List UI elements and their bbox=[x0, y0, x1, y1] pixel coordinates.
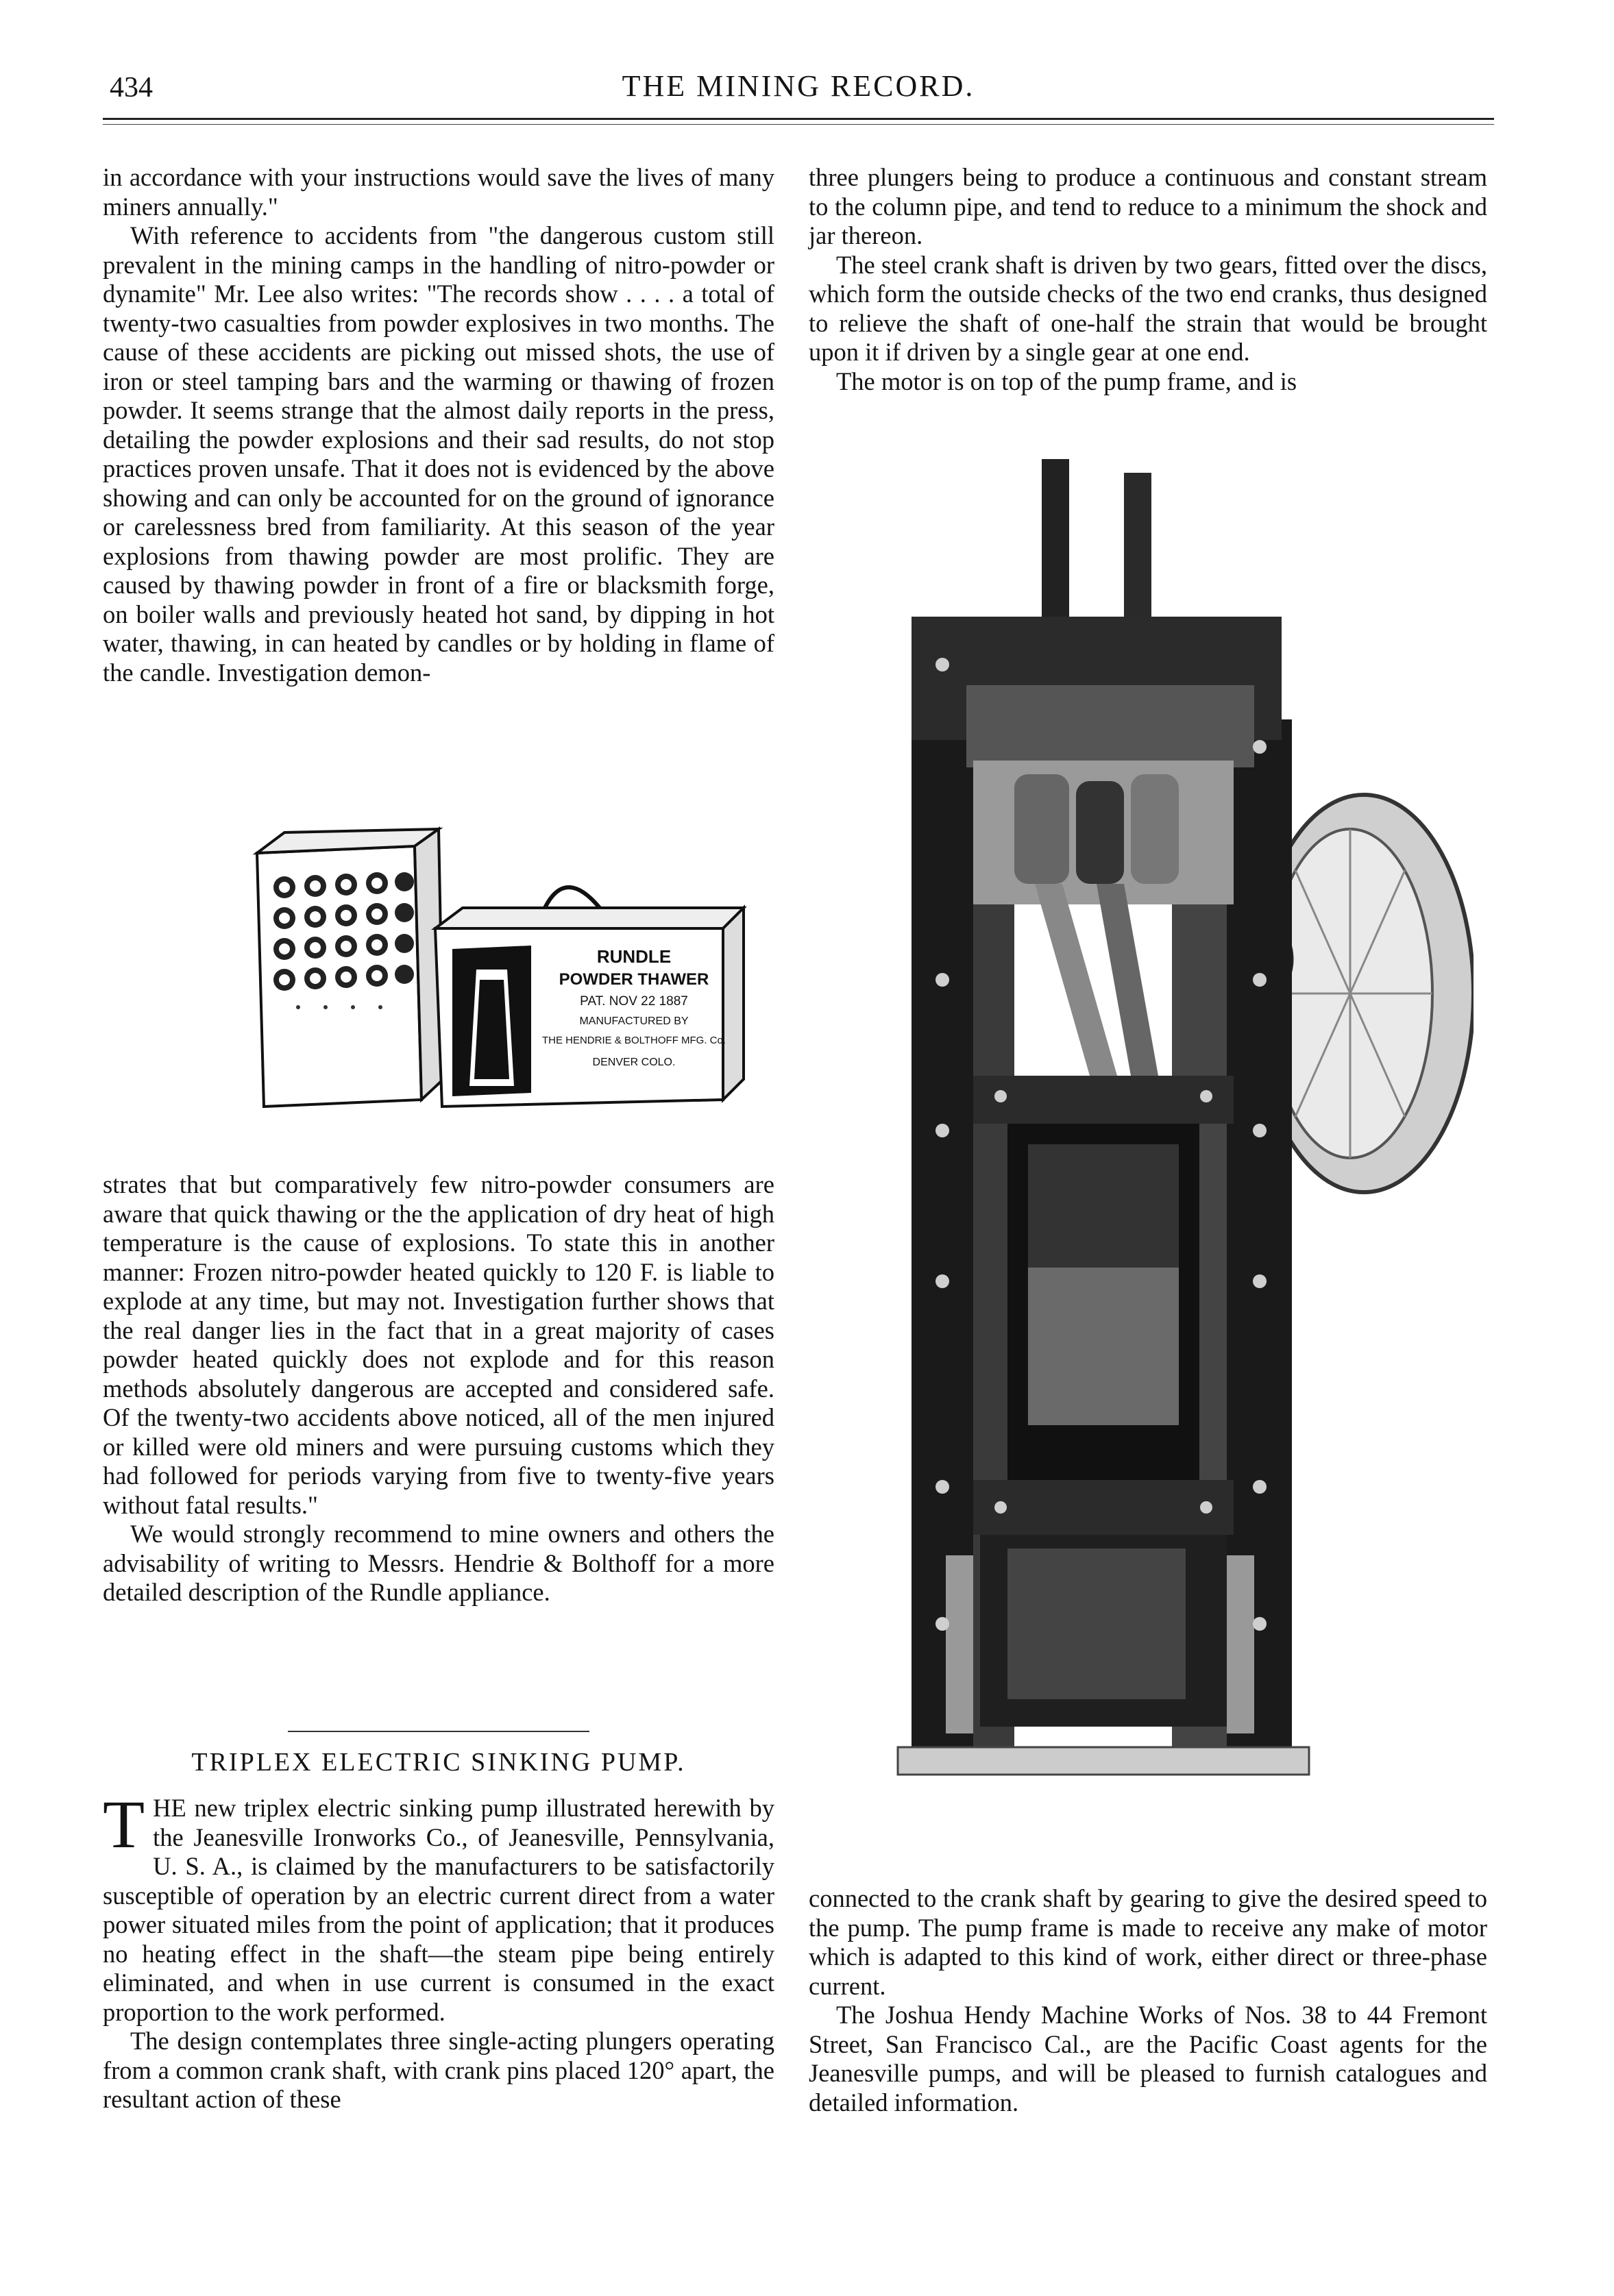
thawer-label-line: THE HENDRIE & BOLTHOFF MFG. Co. bbox=[541, 1035, 726, 1046]
paragraph: connected to the crank shaft by gearing to give the desired speed to the pump. The pump frame is made to receive any make of motor which is adapted to this kind of work, either direct or three-phase current. bbox=[809, 1884, 1487, 2000]
header-rule bbox=[103, 118, 1494, 120]
running-title: THE MINING RECORD. bbox=[622, 69, 975, 103]
paragraph: With reference to accidents from "the dangerous custom still prevalent in the mining camps in the handling of nitro-powder or dynamite" Mr. Lee also writes: "The records show . . . . a total of twenty-two casualties from powder explosives in two months. The cause of these accidents are picking out missed shots, the use of iron or steel tamping bars and the warming or thawing of frozen powder. It seems strange that the almost daily reports in the press, detailing the powder explosions and their sad results, do not stop practices proven unsafe. That it does not is evidenced by the above showing and can only be accounted for on the ground of ignorance or carelessness bred from familiarity. At this season of the year explosions from thawing powder are most prolific. They are caused by thawing powder in front of a fire or blacksmith forge, on boiler walls and previously heated hot sand, by dipping in hot water, thawing, in can heated by candles or by holding in flame of the candle. Investigation demon- bbox=[103, 221, 774, 687]
triplex-pump-illustration bbox=[870, 459, 1474, 1795]
paragraph: three plungers being to produce a continuous and constant stream to the column pipe, and tend to reduce to a minimum the shock and jar thereon. bbox=[809, 163, 1487, 249]
paragraph: The steel crank shaft is driven by two gears, fitted over the discs, which form the outside checks of the two end cranks, thus designed to relieve the shaft of one-half the strain that would be brought upon it if driven by a single gear at one end. bbox=[809, 250, 1487, 366]
left-column-middle bbox=[103, 1170, 774, 1607]
section-title: TRIPLEX ELECTRIC SINKING PUMP. bbox=[191, 1748, 686, 1777]
paragraph: We would strongly recommend to mine owners and others the advisability of writing to Messrs. Hendrie & Bolthoff for a more detailed description of the Rundle appliance. bbox=[103, 1520, 774, 1606]
thawer-label-line: POWDER THAWER bbox=[559, 970, 709, 989]
thawer-tall-can bbox=[257, 829, 443, 1107]
paragraph: The motor is on top of the pump frame, and is bbox=[836, 367, 1297, 395]
powder-thawer-illustration bbox=[243, 826, 750, 1113]
right-column-bottom bbox=[809, 1884, 1487, 2117]
paragraph: The design contemplates three single-acting plungers operating from a common crank shaft, with crank pins placed 120° apart, the resultant action of these bbox=[103, 2027, 774, 2113]
page-number: 434 bbox=[110, 72, 153, 103]
thawer-label-line: RUNDLE bbox=[596, 946, 672, 967]
section-rule bbox=[288, 1731, 589, 1732]
pump-frame bbox=[898, 617, 1309, 1775]
thawer-label-line: PAT. NOV 22 1887 bbox=[580, 994, 688, 1009]
left-column-top bbox=[103, 163, 774, 687]
header-rule-thin bbox=[103, 124, 1494, 125]
paragraph: strates that but comparatively few nitro-powder consumers are aware that quick thawing or the the application of dry heat of high temperature is the cause of explosions. To state this in another manner: Frozen nitro-powder heated quickly to 120 F. is liable to explode at any time, but may not. Investigation further shows that the real danger lies in the fact that in a great majority of cases powder heated quickly does not explode and for this reason methods absolutely dangerous are accepted and considered safe. Of the twenty-two accidents above noticed, all of the men injured or killed were old miners and were pursuing customs which they had followed for periods varying from five to twenty-five years without fatal results." bbox=[103, 1170, 774, 1519]
page-header bbox=[103, 66, 1494, 107]
lead-paragraph bbox=[103, 1786, 774, 2027]
paragraph: The Joshua Hendy Machine Works of Nos. 38 to 44 Fremont Street, San Francisco Cal., are the Pacific Coast agents for the Jeanesville pumps, and will be pleased to furnish catalogues and detailed information. bbox=[809, 2001, 1487, 2116]
lead-text: HE new triplex electric sinking pump illustrated herewith by the Jeanesville Ironworks Co., of Jeanesville, Pennsylvania, U. S. A., is claimed by the manufacturers to be satisfactorily susceptible of operation by an electric current direct from a water power situated miles from the point of application; that it produces no heating effect in the shaft—the steam pipe being entirely eliminated, and when in use current is consumed in the exact proportion to the work performed. bbox=[103, 1794, 774, 2026]
article-body bbox=[103, 1786, 774, 2114]
drop-cap: T bbox=[103, 1786, 145, 1862]
right-column-top bbox=[809, 163, 1487, 396]
thawer-label-line: DENVER COLO. bbox=[592, 1057, 676, 1068]
paragraph: in accordance with your instructions would save the lives of many miners annually." bbox=[103, 163, 774, 221]
thawer-label-line: MANUFACTURED BY bbox=[579, 1015, 689, 1027]
